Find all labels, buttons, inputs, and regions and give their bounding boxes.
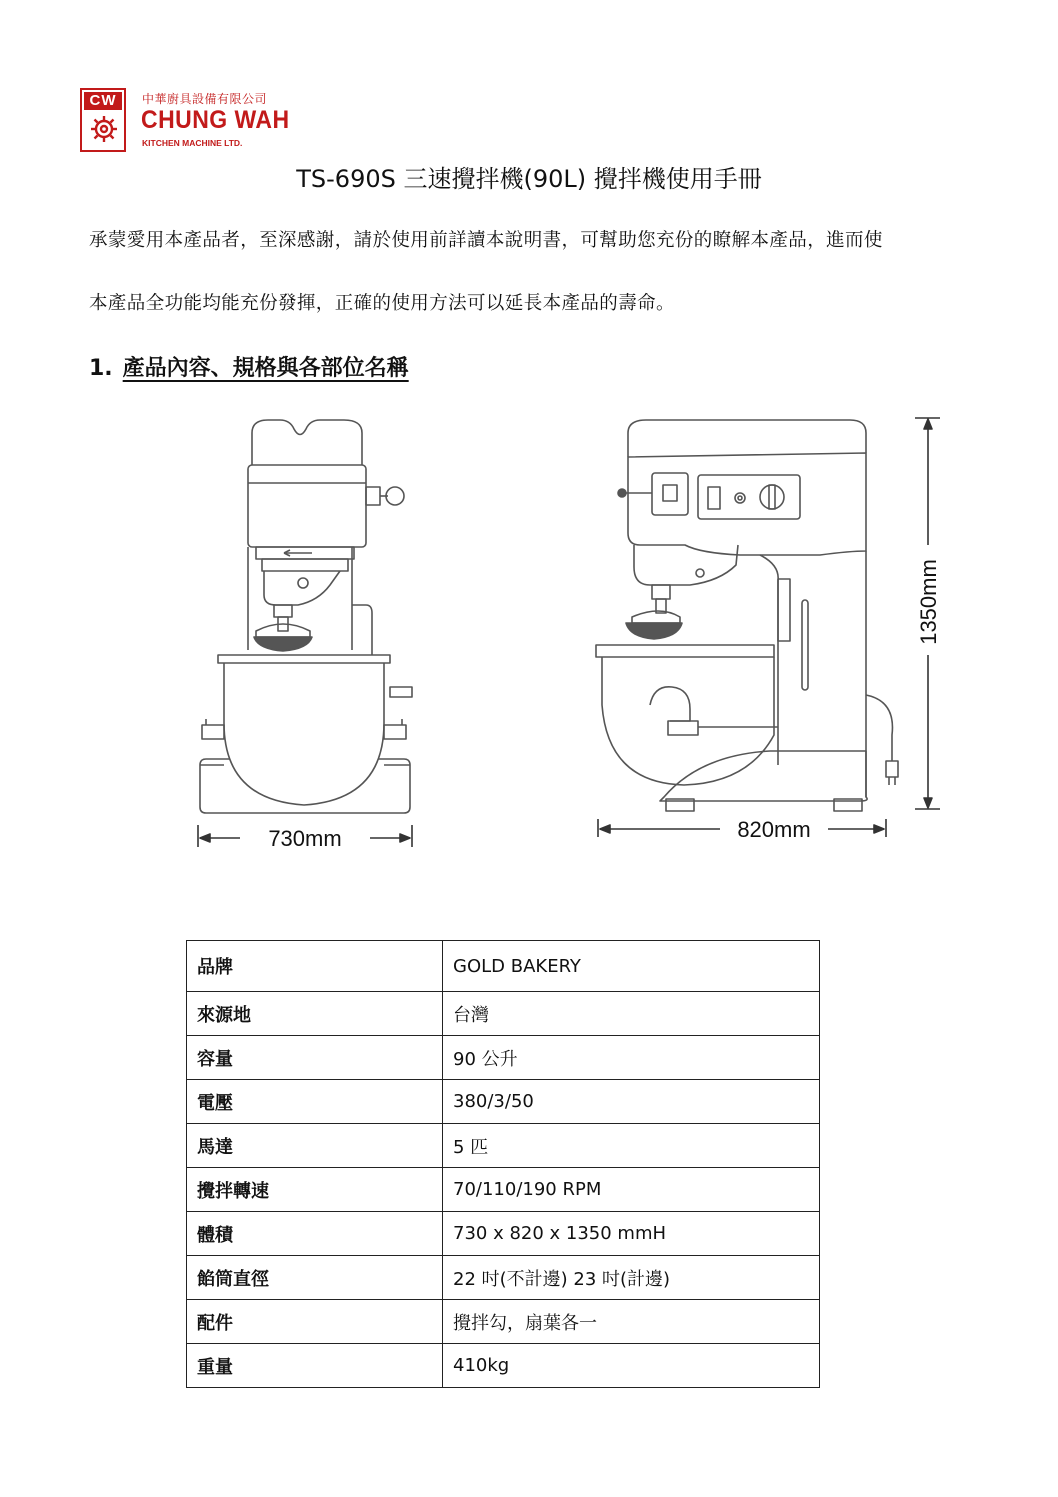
- side-view-drawing: [596, 418, 940, 837]
- table-row: [187, 941, 820, 992]
- spec-value: 22 吋(不計邊) 23 吋(計邊): [443, 1256, 820, 1300]
- company-logo: [80, 86, 300, 156]
- spec-key: 馬達: [187, 1124, 443, 1168]
- table-row: [187, 992, 820, 1036]
- spec-value: 90 公升: [443, 1036, 820, 1080]
- spec-table: [186, 940, 820, 1388]
- spec-table-body: [187, 941, 820, 1388]
- front-view-drawing: [198, 420, 412, 847]
- table-row: [187, 1256, 820, 1300]
- spec-key: 容量: [187, 1036, 443, 1080]
- side-depth-label: 820mm: [737, 817, 811, 842]
- spec-key: 體積: [187, 1212, 443, 1256]
- mixer-dimension-drawing: [180, 405, 960, 865]
- height-label: 1350mm: [916, 559, 941, 645]
- spec-key: 攪拌轉速: [187, 1168, 443, 1212]
- table-row: [187, 1124, 820, 1168]
- spec-key: 品牌: [187, 941, 443, 992]
- table-row: [187, 1212, 820, 1256]
- gear-icon: [89, 114, 119, 144]
- table-row: [187, 1036, 820, 1080]
- table-row: [187, 1168, 820, 1212]
- spec-value: 70/110/190 RPM: [443, 1168, 820, 1212]
- logo-company-subtitle: KITCHEN MACHINE LTD.: [142, 138, 243, 148]
- front-width-label: 730mm: [268, 826, 342, 851]
- table-row: [187, 1344, 820, 1388]
- spec-key: 來源地: [187, 992, 443, 1036]
- logo-emblem: [80, 88, 126, 152]
- spec-value: GOLD BAKERY: [443, 941, 820, 992]
- spec-value: 380/3/50: [443, 1080, 820, 1124]
- spec-value: 攪拌勾，扇葉各一: [443, 1300, 820, 1344]
- intro-line-2: 本產品全功能均能充份發揮，正確的使用方法可以延長本產品的壽命。: [89, 293, 675, 314]
- logo-company-english: CHUNG WAH: [141, 106, 290, 134]
- spec-key: 電壓: [187, 1080, 443, 1124]
- spec-value: 5 匹: [443, 1124, 820, 1168]
- logo-company-chinese: 中華廚具設備有限公司: [142, 92, 268, 106]
- spec-key: 餡筒直徑: [187, 1256, 443, 1300]
- section-heading: [89, 351, 409, 382]
- table-row: [187, 1300, 820, 1344]
- intro-line-1: 承蒙愛用本產品者，至深感謝，請於使用前詳讀本說明書，可幫助您充份的瞭解本產品，進而使: [89, 230, 883, 251]
- spec-value: 410kg: [443, 1344, 820, 1388]
- document-title: TS-690S 三速攪拌機(90L) 攪拌機使用手冊: [296, 165, 762, 193]
- spec-key: 配件: [187, 1300, 443, 1344]
- spec-value: 台灣: [443, 992, 820, 1036]
- spec-value: 730 x 820 x 1350 mmH: [443, 1212, 820, 1256]
- table-row: [187, 1080, 820, 1124]
- logo-badge: CW: [84, 92, 122, 110]
- spec-key: 重量: [187, 1344, 443, 1388]
- section-number: 1.: [89, 356, 113, 381]
- section-title: 產品內容、規格與各部位名稱: [122, 356, 409, 381]
